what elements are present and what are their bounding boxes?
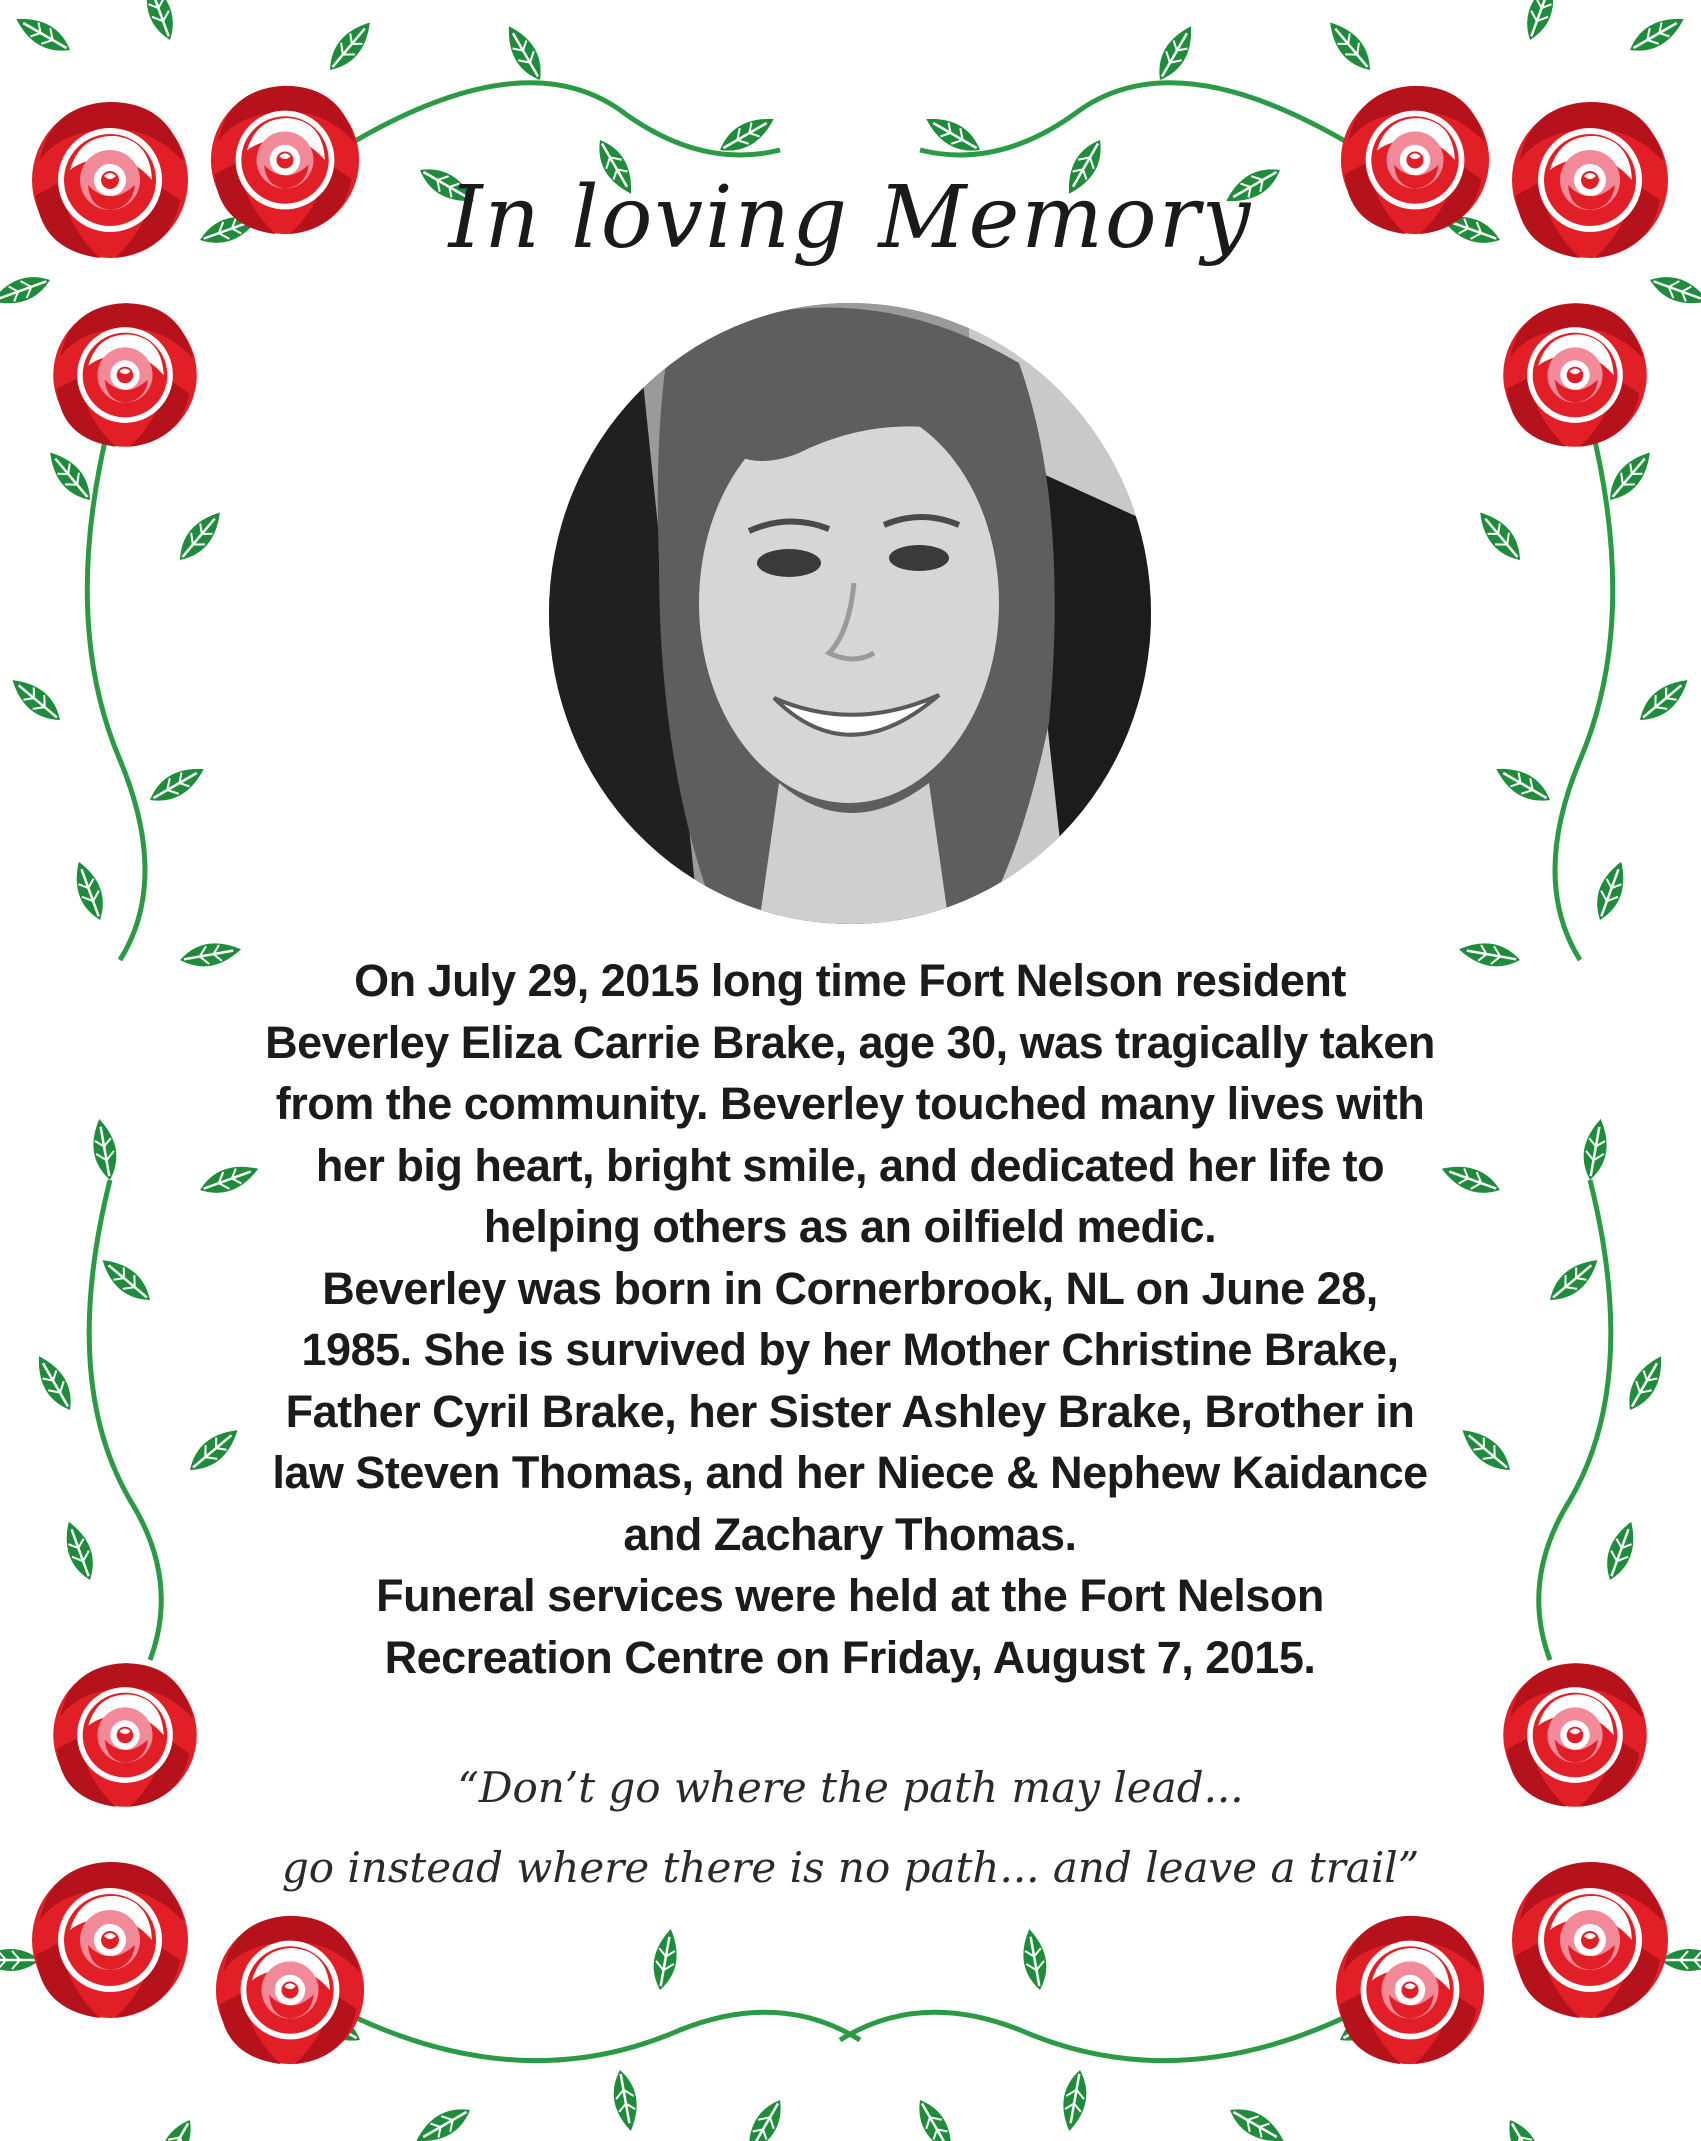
obituary-line: Beverley was born in Cornerbrook, NL on June 28, [322, 1262, 1378, 1314]
obituary-line: On July 29, 2015 long time Fort Nelson resident [354, 955, 1346, 1006]
obituary-line: her big heart, bright smile, and dedicated her life to [315, 1139, 1385, 1191]
page-title: In loving Memory [448, 168, 1253, 268]
obituary-text [220, 950, 1480, 1688]
obituary-line: Beverley Eliza Carrie Brake, age 30, was tragically taken [265, 1016, 1435, 1068]
quote-line-2: go instead where there is no path... and leave a trail” [281, 1843, 1420, 1892]
obituary-line: Father Cyril Brake, her Sister Ashley Brake, Brother in [285, 1385, 1415, 1437]
obituary-line: 1985. She is survived by her Mother Christine Brake, [301, 1324, 1399, 1375]
obituary-line: Recreation Centre on Friday, August 7, 2015. [384, 1631, 1316, 1683]
obituary-line: and Zachary Thomas. [623, 1508, 1077, 1560]
obituary-line: law Steven Thomas, and her Niece & Nephew Kaidance [272, 1447, 1428, 1498]
quote-line-1: “Don’t go where the path may lead... [457, 1763, 1244, 1812]
obituary-line: Funeral services were held at the Fort Nelson [376, 1570, 1324, 1621]
portrait-photo [549, 303, 1151, 924]
obituary-line: helping others as an oilfield medic. [483, 1201, 1217, 1252]
portrait-illustration [549, 303, 1151, 924]
memorial-quote [0, 1748, 1701, 1908]
obituary-line: from the community. Beverley touched many lives with [275, 1078, 1425, 1129]
